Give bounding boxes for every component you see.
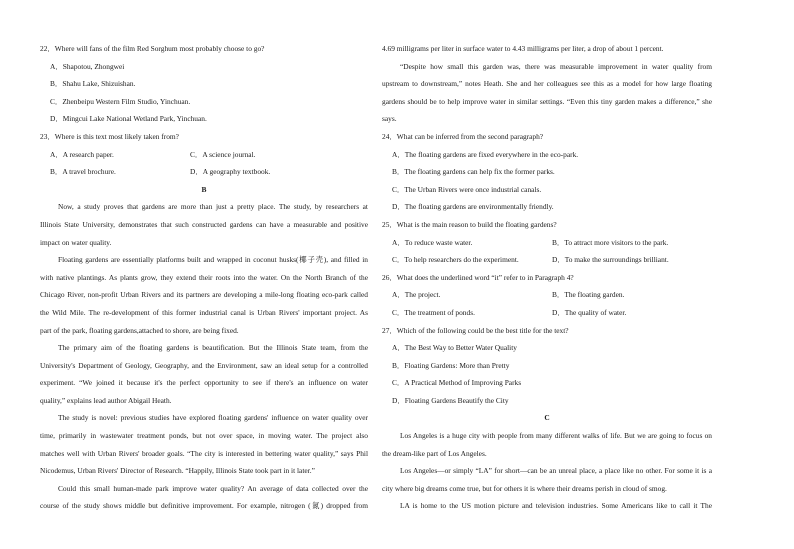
text-line: says. [382, 114, 397, 124]
text-line: 4.69 milligrams per liter in surface water to 4.43 milligrams per liter, a drop of about 1 percent. [382, 44, 664, 53]
text-line: Now, a study proves that gardens are more than just a pretty place. The study, by researchers at [58, 202, 368, 212]
text-line: experiment. “We joined it because it's the perfect opportunity to see if there's an influence on water [40, 378, 368, 388]
option-d[interactable]: D．To make the surroundings brilliant. [552, 255, 669, 265]
option-row [382, 251, 712, 269]
question-stem: 26．What does the underlined word “it” refer to in Paragraph 4? [382, 272, 574, 282]
text-line: upstream to downstream,” notes Heath. She and her colleagues see this as a model for how large floating [382, 79, 712, 89]
text-line: course of the study shows middle but definitive improvement. For example, nitrogen (氮) dropped from [40, 501, 368, 511]
option-a[interactable]: A．The floating gardens are fixed everywhere in the eco-park. [392, 149, 579, 159]
text-line: Los Angeles—or simply “LA” for short—can be an unreal place, a place like no other. For some it is a [400, 466, 712, 476]
option-b[interactable]: B．Floating Gardens: More than Pretty [392, 360, 510, 370]
passage-paragraph-6 [382, 58, 712, 128]
option-row [382, 286, 712, 304]
text-line: Illinois State University, demonstrates that such constructed gardens can have a measurable and positive [40, 219, 368, 229]
option-a[interactable]: A．The project. [392, 290, 441, 300]
question-26 [382, 269, 712, 322]
option-c[interactable]: C．The treatment of ponds. [392, 307, 475, 317]
text-line: the Wild Mile. The re-development of this former industrial canal is Urban Rivers' important project. As [40, 307, 368, 317]
text-line: The study is novel: previous studies have explored floating gardens' influence on water quality over [58, 413, 368, 423]
passage-c-paragraph-2 [382, 462, 712, 497]
option-d[interactable]: D．Mingcui Lake National Wetland Park, Yinchuan. [50, 114, 207, 124]
text-line: gardens should be to help improve water in similar settings. “Even this tiny garden makes a difference,” she [382, 96, 712, 106]
option-a[interactable]: A．A research paper. [50, 149, 114, 159]
right-column [382, 40, 712, 515]
passage-paragraph-5 [40, 480, 368, 515]
question-stem: 25．What is the main reason to build the floating gardens? [382, 219, 557, 229]
option-row [382, 234, 712, 252]
text-line: Chicago River, non-profit Urban Rivers and its partners are developing a mile-long floating eco-park called [40, 290, 368, 300]
passage-c-paragraph-3 [382, 497, 712, 515]
left-column [40, 40, 368, 515]
text-line: Could this small human-made park improve water quality? An average of data collected over the [58, 483, 368, 493]
option-c[interactable]: C．To help researchers do the experiment. [392, 255, 519, 265]
section-heading-b: B [201, 184, 207, 194]
passage-paragraph-2 [40, 251, 368, 339]
question-27 [382, 322, 712, 410]
passage-c-paragraph-1 [382, 427, 712, 462]
text-line: quality,” explains lead author Abigail Heath. [40, 395, 172, 405]
option-b[interactable]: B．The floating garden. [552, 290, 625, 300]
option-a[interactable]: A．The Best Way to Better Water Quality [392, 343, 517, 353]
passage-paragraph-3 [40, 339, 368, 409]
question-25 [382, 216, 712, 269]
option-a[interactable]: A．Shapotou, Zhongwei [50, 61, 125, 71]
text-line: Los Angeles is a huge city with people from many different walks of life. But we are going to focus on [400, 431, 712, 441]
text-line: “Despite how small this garden was, there was measurable improvement in water quality from [400, 61, 712, 71]
text-line: The primary aim of the floating gardens is beautification. But the Illinois State team, from the [58, 343, 368, 353]
option-c[interactable]: C．The Urban Rivers were once industrial canals. [392, 184, 542, 194]
text-line: with native plantings. As plants grow, they extend their roots into the water. On the North Branch of the [40, 272, 368, 282]
option-a[interactable]: A．To reduce waste water. [392, 237, 473, 247]
text-line: the dream-like part of Los Angeles. [382, 448, 487, 458]
question-stem: 27．Which of the following could be the best title for the text? [382, 325, 569, 335]
question-stem: 23．Where is this text most likely taken from? [40, 131, 179, 141]
question-22 [40, 40, 368, 128]
question-stem: 22．Where will fans of the film Red Sorghum most probably choose to go? [40, 44, 265, 53]
option-row [382, 304, 712, 322]
text-line: city where big dreams come true, but for others it is where their dreams perish in cloud of smog. [382, 483, 667, 493]
option-d[interactable]: D．Floating Gardens Beautify the City [392, 395, 509, 405]
option-c[interactable]: C．Zhenbeipu Western Film Studio, Yinchuan. [50, 96, 191, 106]
option-b[interactable]: B．The floating gardens can help fix the former parks. [392, 167, 555, 177]
question-23 [40, 128, 368, 181]
text-line: LA is home to the US motion picture and television industries. Some Americans like to call it The [400, 501, 712, 511]
text-line: matches well with Urban Rivers' broader goals. “The city is interested in bettering water quality,” says Phil [40, 448, 368, 458]
question-stem: 24．What can be inferred from the second paragraph? [382, 131, 544, 141]
text-line: impact on water quality. [40, 237, 112, 247]
passage-paragraph-4 [40, 409, 368, 479]
section-heading-c: C [544, 413, 550, 423]
text-line: Nicodemus, Urban Rivers' Director of Research. “Happily, Illinois State took part in it later.” [40, 466, 315, 476]
option-b[interactable]: B．To attract more visitors to the park. [552, 237, 669, 247]
option-c[interactable]: C．A science journal. [190, 149, 256, 159]
option-row [40, 163, 368, 181]
option-d[interactable]: D．The quality of water. [552, 307, 627, 317]
question-24 [382, 128, 712, 216]
option-row [40, 146, 368, 164]
passage-paragraph-1 [40, 198, 368, 251]
option-d[interactable]: D．The floating gardens are environmentally friendly. [392, 202, 554, 212]
option-b[interactable]: B．Shahu Lake, Shizuishan. [50, 79, 136, 89]
option-b[interactable]: B．A travel brochure. [50, 167, 116, 177]
text-line: part of the park, floating gardens,attached to shore, are being fixed. [40, 325, 239, 335]
option-d[interactable]: D．A geography textbook. [190, 167, 271, 177]
text-line: Floating gardens are essentially platforms built and wrapped in coconut husks(椰子壳), and filled in [58, 255, 368, 265]
text-line: University's Department of Geology, Geography, and the Environment, saw an ideal setup for a controlled [40, 360, 368, 370]
option-c[interactable]: C．A Practical Method of Improving Parks [392, 378, 522, 388]
text-line: time, primarily in wastewater treatment ponds, but not over space, in moving water. The project also [40, 431, 368, 441]
